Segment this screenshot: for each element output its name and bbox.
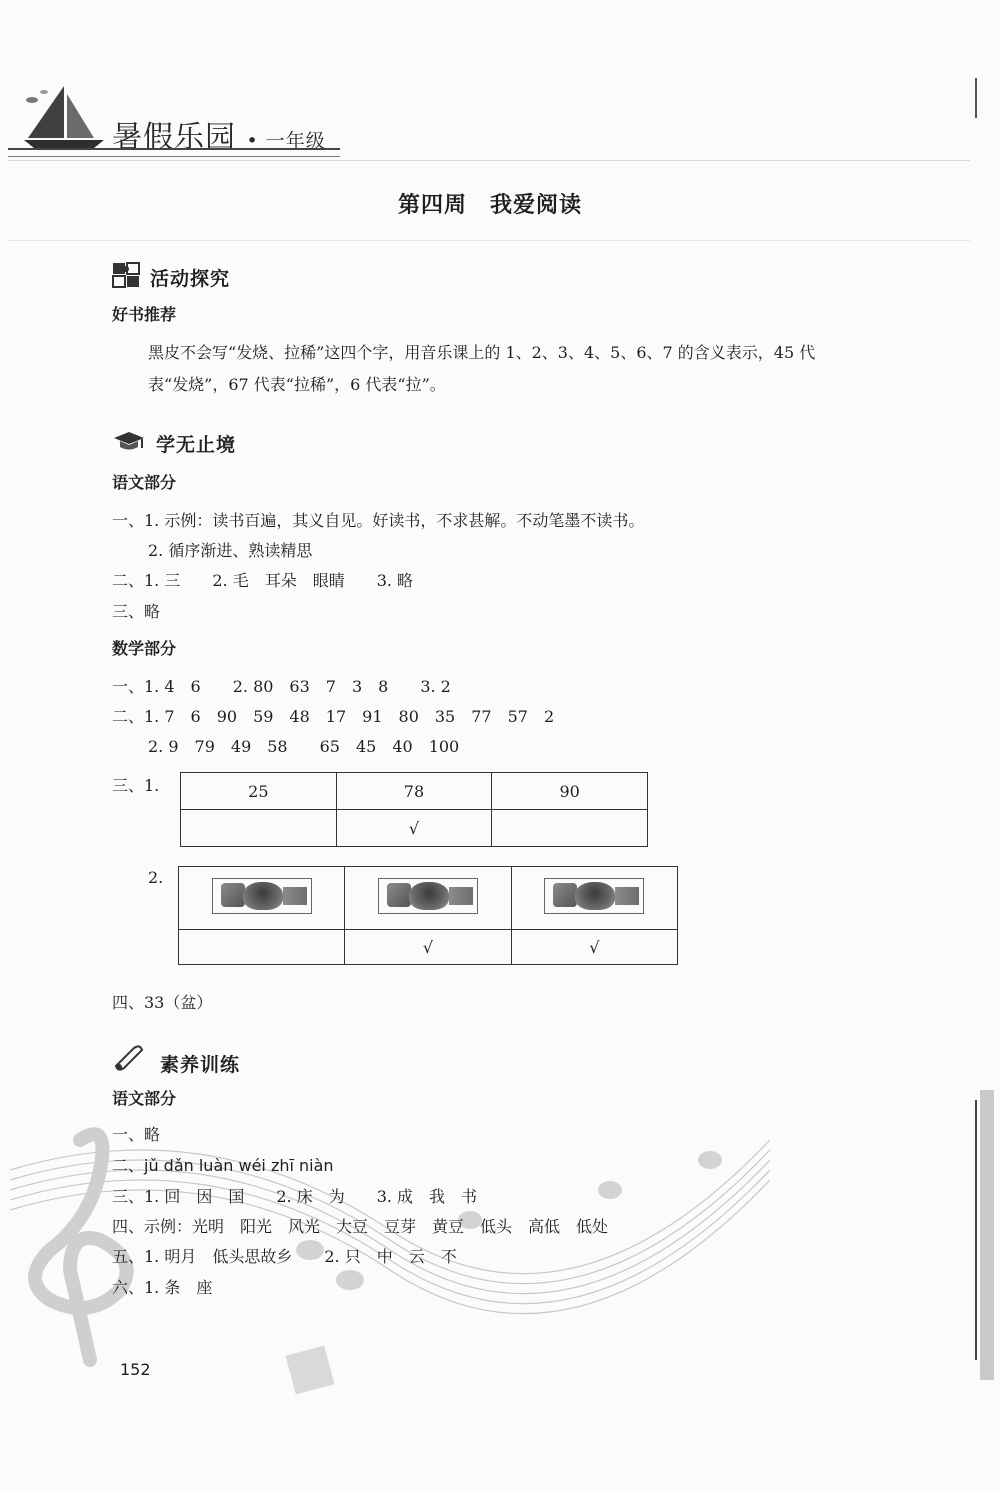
header-rule — [8, 148, 340, 150]
training-line: 三、1. 回 因 国 2. 床 为 3. 成 我 书 — [112, 1187, 478, 1206]
table-row — [179, 867, 678, 930]
table-cell: 25 — [181, 773, 337, 810]
banknote-icon — [544, 878, 644, 914]
margin-mark-lower — [975, 1100, 977, 1360]
table-cell: 90 — [492, 773, 648, 810]
banknote-cell — [345, 867, 511, 930]
page-number: 152 — [120, 1360, 151, 1379]
check-cell: √ — [345, 930, 511, 965]
subsection-math: 数学部分 — [112, 639, 177, 658]
answer-table-1 — [180, 772, 648, 847]
training-line: 二、jǔ dǎn luàn wéi zhī niàn — [112, 1156, 334, 1175]
sailboat-icon — [14, 80, 114, 152]
study-chinese-line: 三、略 — [112, 602, 161, 621]
subsection-chinese: 语文部分 — [112, 473, 177, 492]
table-row — [181, 810, 648, 847]
grade-text: • 一年级 — [246, 130, 326, 152]
answer-table-2 — [178, 866, 678, 965]
check-cell — [181, 810, 337, 847]
section-title-study: 学无止境 — [156, 434, 237, 456]
banknote-cell — [179, 867, 345, 930]
math-q3-label: 三、1. — [112, 776, 160, 795]
check-cell: √ — [511, 930, 677, 965]
training-line: 六、1. 条 座 — [112, 1278, 213, 1297]
check-cell: √ — [336, 810, 492, 847]
subsection-book-recommend: 好书推荐 — [112, 305, 177, 324]
section-title-training: 素养训练 — [160, 1054, 241, 1076]
banknote-cell — [511, 867, 677, 930]
study-chinese-line: 2. 循序渐进、熟读精思 — [148, 541, 313, 560]
graduation-cap-icon — [112, 430, 146, 452]
math-q3-2-label: 2. — [148, 868, 164, 887]
header-logo — [14, 80, 114, 152]
title-divider — [8, 240, 970, 241]
training-line: 五、1. 明月 低头思故乡 2. 只 中 云 不 — [112, 1247, 457, 1266]
banknote-icon — [212, 878, 312, 914]
activity-text-line1: 黑皮不会写“发烧、拉稀”这四个字，用音乐课上的 1、2、3、4、5、6、7 的含义表示，45 代 — [148, 343, 816, 362]
subsection-chinese-training: 语文部分 — [112, 1089, 177, 1108]
study-math-line: 一、1. 4 6 2. 80 63 7 3 8 3. 2 — [112, 677, 451, 696]
margin-mark — [975, 78, 977, 118]
header-rule-thin — [8, 156, 340, 157]
section-title-activity: 活动探究 — [150, 268, 231, 290]
scroll-icon — [112, 1044, 146, 1072]
training-line: 四、示例：光明 阳光 风光 大豆 豆芽 黄豆 低头 高低 低处 — [112, 1217, 609, 1236]
training-line: 一、略 — [112, 1125, 161, 1144]
study-math-line: 2. 9 79 49 58 65 45 40 100 — [148, 737, 460, 756]
activity-text-line2: 表“发烧”，67 代表“拉稀”，6 代表“拉”。 — [148, 375, 446, 394]
page-title: 第四周 我爱阅读 — [398, 193, 583, 218]
math-q4: 四、33（盆） — [112, 993, 213, 1012]
study-chinese-line: 二、1. 三 2. 毛 耳朵 眼睛 3. 略 — [112, 571, 414, 590]
table-row — [181, 773, 648, 810]
study-chinese-line: 一、1. 示例：读书百遍，其义自见。好读书，不求甚解。不动笔墨不读书。 — [112, 511, 645, 530]
brand-text: 暑假乐园 — [112, 120, 236, 155]
page-edge-shadow — [980, 1090, 994, 1380]
puzzle-icon — [112, 262, 142, 288]
top-divider — [8, 160, 970, 161]
banknote-icon — [378, 878, 478, 914]
study-math-line: 二、1. 7 6 90 59 48 17 91 80 35 77 57 2 — [112, 707, 555, 726]
check-cell — [179, 930, 345, 965]
check-cell — [492, 810, 648, 847]
table-row — [179, 930, 678, 965]
table-cell: 78 — [336, 773, 492, 810]
